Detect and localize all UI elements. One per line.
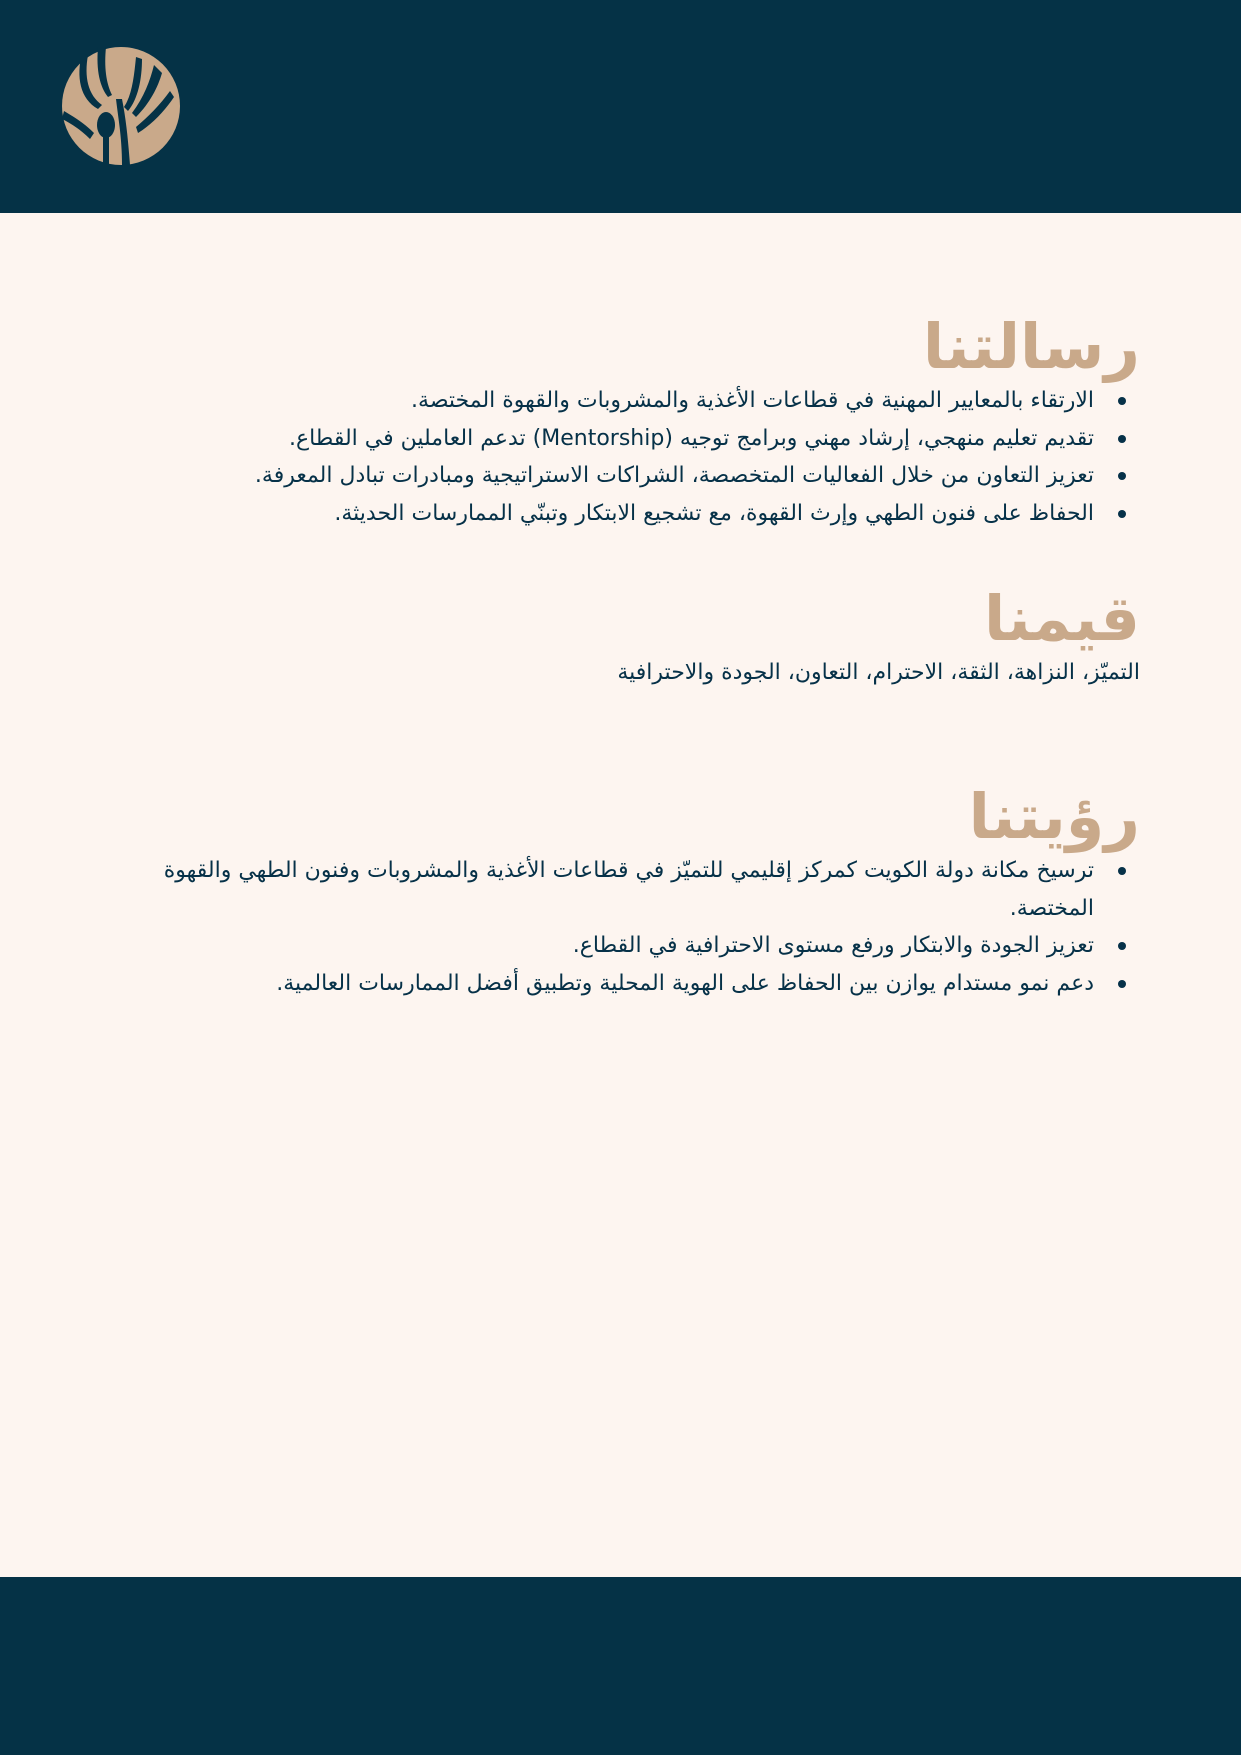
bullet-icon: [1118, 435, 1126, 443]
footer-band: [0, 1577, 1241, 1755]
values-section: [95, 584, 1140, 692]
header-band: [0, 0, 1241, 213]
list-item: الارتقاء بالمعايير المهنية في قطاعات الأغذية والمشروبات والقهوة المختصة.: [95, 382, 1140, 420]
list-item: الحفاظ على فنون الطهي وإرث القهوة، مع تشجيع الابتكار وتبنّي الممارسات الحديثة.: [95, 495, 1140, 533]
bullet-icon: [1118, 867, 1126, 875]
mission-section: [95, 312, 1140, 532]
tree-utensils-logo-icon: [62, 47, 180, 165]
values-text: التميّز، النزاهة، الثقة، الاحترام، التعاون، الجودة والاحترافية: [617, 660, 1140, 685]
vision-heading: رؤيتنا: [968, 780, 1140, 853]
list-item: تقديم تعليم منهجي، إرشاد مهني وبرامج توجيه (Mentorship) تدعم العاملين في القطاع.: [95, 420, 1140, 458]
values-heading: قيمنا: [983, 582, 1140, 655]
vision-section: [95, 782, 1140, 1002]
bullet-icon: [1118, 472, 1126, 480]
bullet-icon: [1118, 397, 1126, 405]
list-item: تعزيز الجودة والابتكار ورفع مستوى الاحترافية في القطاع.: [95, 927, 1140, 965]
bullet-icon: [1118, 980, 1126, 988]
list-item: ترسيخ مكانة دولة الكويت كمركز إقليمي للتميّز في قطاعات الأغذية والمشروبات وفنون الطهي والقهوة المختصة.: [95, 852, 1140, 927]
bullet-icon: [1118, 942, 1126, 950]
mission-list: [95, 382, 1140, 532]
mission-heading: رسالتنا: [922, 310, 1140, 383]
list-item: تعزيز التعاون من خلال الفعاليات المتخصصة، الشراكات الاستراتيجية ومبادرات تبادل المعرفة.: [95, 457, 1140, 495]
list-item: دعم نمو مستدام يوازن بين الحفاظ على الهوية المحلية وتطبيق أفضل الممارسات العالمية.: [95, 965, 1140, 1003]
bullet-icon: [1118, 510, 1126, 518]
vision-list: [95, 852, 1140, 1002]
